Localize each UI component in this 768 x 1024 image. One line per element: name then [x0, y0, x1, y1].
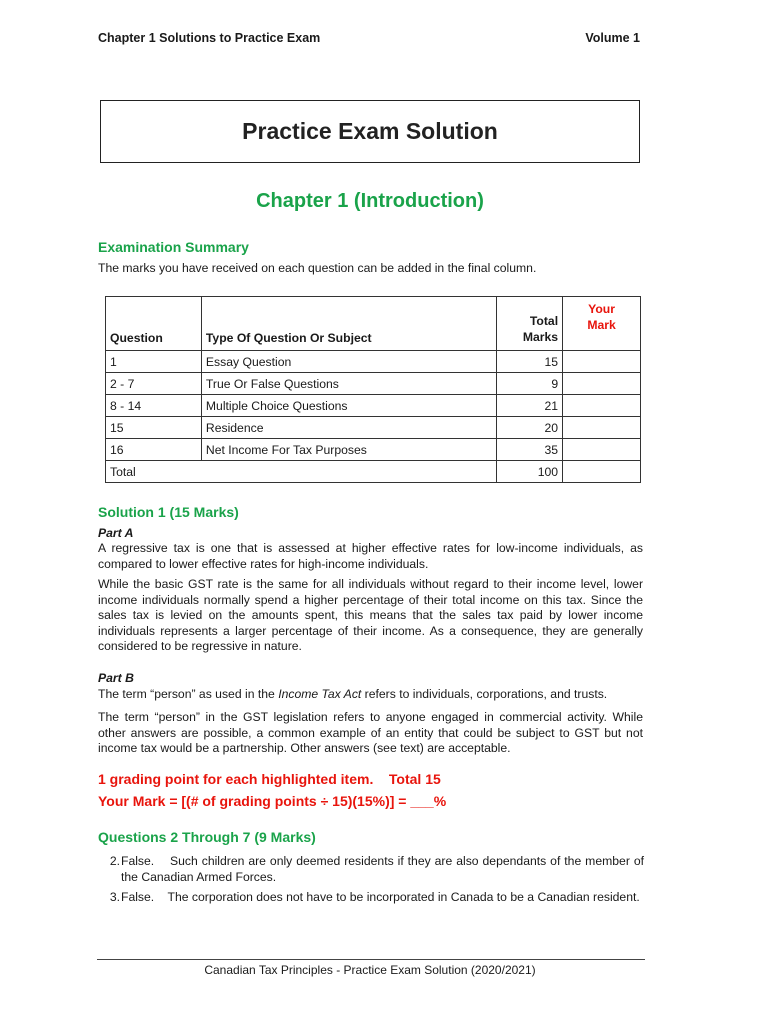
part-a-paragraph-1: A regressive tax is one that is assessed at higher effective rates for low-income individuals, as compared to lower effective rates for high-income individuals.: [98, 541, 643, 571]
part-b-paragraph-1: [98, 687, 643, 703]
row-marks: 21: [497, 395, 563, 417]
summary-heading: Examination Summary: [98, 239, 249, 255]
row-your-mark-cell[interactable]: [563, 417, 641, 439]
question-answer: False. The corporation does not have to be incorporated in Canada to be a Canadian resident.: [121, 890, 640, 904]
page-title: Practice Exam Solution: [100, 100, 640, 163]
question-number: 2.: [109, 854, 120, 868]
solution1-heading: Solution 1 (15 Marks): [98, 504, 239, 520]
table-row: [106, 351, 641, 373]
income-tax-act-title: Income Tax Act: [278, 687, 362, 701]
examination-summary-table: [105, 296, 641, 483]
row-question: 16: [106, 439, 202, 461]
total-marks: 100: [497, 461, 563, 483]
your-mark-formula: Your Mark = [(# of grading points ÷ 15)(15%)] = ___%: [98, 793, 447, 809]
part-b-label: Part B: [98, 671, 134, 685]
table-row: [106, 417, 641, 439]
summary-intro: The marks you have received on each question can be added in the final column.: [98, 261, 537, 275]
col-your-mark-line2: Mark: [587, 318, 616, 332]
row-your-mark-cell[interactable]: [563, 351, 641, 373]
col-your-mark: [563, 297, 641, 351]
row-your-mark-cell[interactable]: [563, 373, 641, 395]
page-header-right: Volume 1: [585, 31, 640, 45]
part-b-paragraph-2: The term “person” in the GST legislation refers to anyone engaged in commercial activity. While other answers are possible, a common example of an entity that could be subject to GST but not income tax would be a partnership. Other answers (see text) are acceptable.: [98, 710, 643, 755]
page-header-left: Chapter 1 Solutions to Practice Exam: [98, 31, 321, 45]
row-question: 2 - 7: [106, 373, 202, 395]
table-row: [106, 373, 641, 395]
row-question: 8 - 14: [106, 395, 202, 417]
col-total-marks: [497, 297, 563, 351]
footer-divider: [97, 959, 645, 960]
page-footer: Canadian Tax Principles - Practice Exam Solution (2020/2021): [204, 963, 536, 977]
col-total-marks-line1: Total: [529, 314, 559, 328]
part-a-paragraph-2: While the basic GST rate is the same for all individuals without regard to their income level, lower income individuals normally spend a higher percentage of their total income on this tax. Since the sales tax is levied on the amounts spent, this means that the sales tax paid by lower income individuals represents a larger percentage of their income. As a consequence, they are generally considered to be regressive in nature.: [98, 577, 643, 653]
col-total-marks-line2: Marks: [522, 330, 559, 344]
row-question: 15: [106, 417, 202, 439]
question-answer: False. Such children are only deemed residents if they are also dependants of the member of the Canadian Armed Forces.: [121, 854, 648, 884]
row-type: Multiple Choice Questions: [201, 395, 496, 417]
row-type: True Or False Questions: [201, 373, 496, 395]
total-label: Total: [106, 461, 202, 483]
table-header-row: [106, 297, 641, 351]
col-type: Type Of Question Or Subject: [201, 297, 496, 351]
col-question: Question: [106, 297, 202, 351]
row-type: Net Income For Tax Purposes: [201, 439, 496, 461]
table-row: [106, 439, 641, 461]
part-b-p1-before: The term “person” as used in the: [98, 687, 279, 701]
grading-point-note: 1 grading point for each highlighted item. Total 15: [98, 771, 441, 787]
total-spacer: [201, 461, 496, 483]
row-type: Essay Question: [201, 351, 496, 373]
row-marks: 20: [497, 417, 563, 439]
row-your-mark-cell[interactable]: [563, 439, 641, 461]
row-type: Residence: [201, 417, 496, 439]
question-number: 3.: [109, 890, 120, 904]
col-your-mark-line1: Your: [588, 302, 615, 316]
row-marks: 15: [497, 351, 563, 373]
part-b-p1-after: refers to individuals, corporations, and trusts.: [361, 687, 608, 701]
row-your-mark-cell[interactable]: [563, 395, 641, 417]
table-total-row: [106, 461, 641, 483]
table-row: [106, 395, 641, 417]
row-marks: 35: [497, 439, 563, 461]
questions-2-7-heading: Questions 2 Through 7 (9 Marks): [98, 829, 316, 845]
part-a-label: Part A: [98, 526, 134, 540]
chapter-heading: Chapter 1 (Introduction): [256, 190, 484, 212]
total-your-mark-cell[interactable]: [563, 461, 641, 483]
row-marks: 9: [497, 373, 563, 395]
row-question: 1: [106, 351, 202, 373]
